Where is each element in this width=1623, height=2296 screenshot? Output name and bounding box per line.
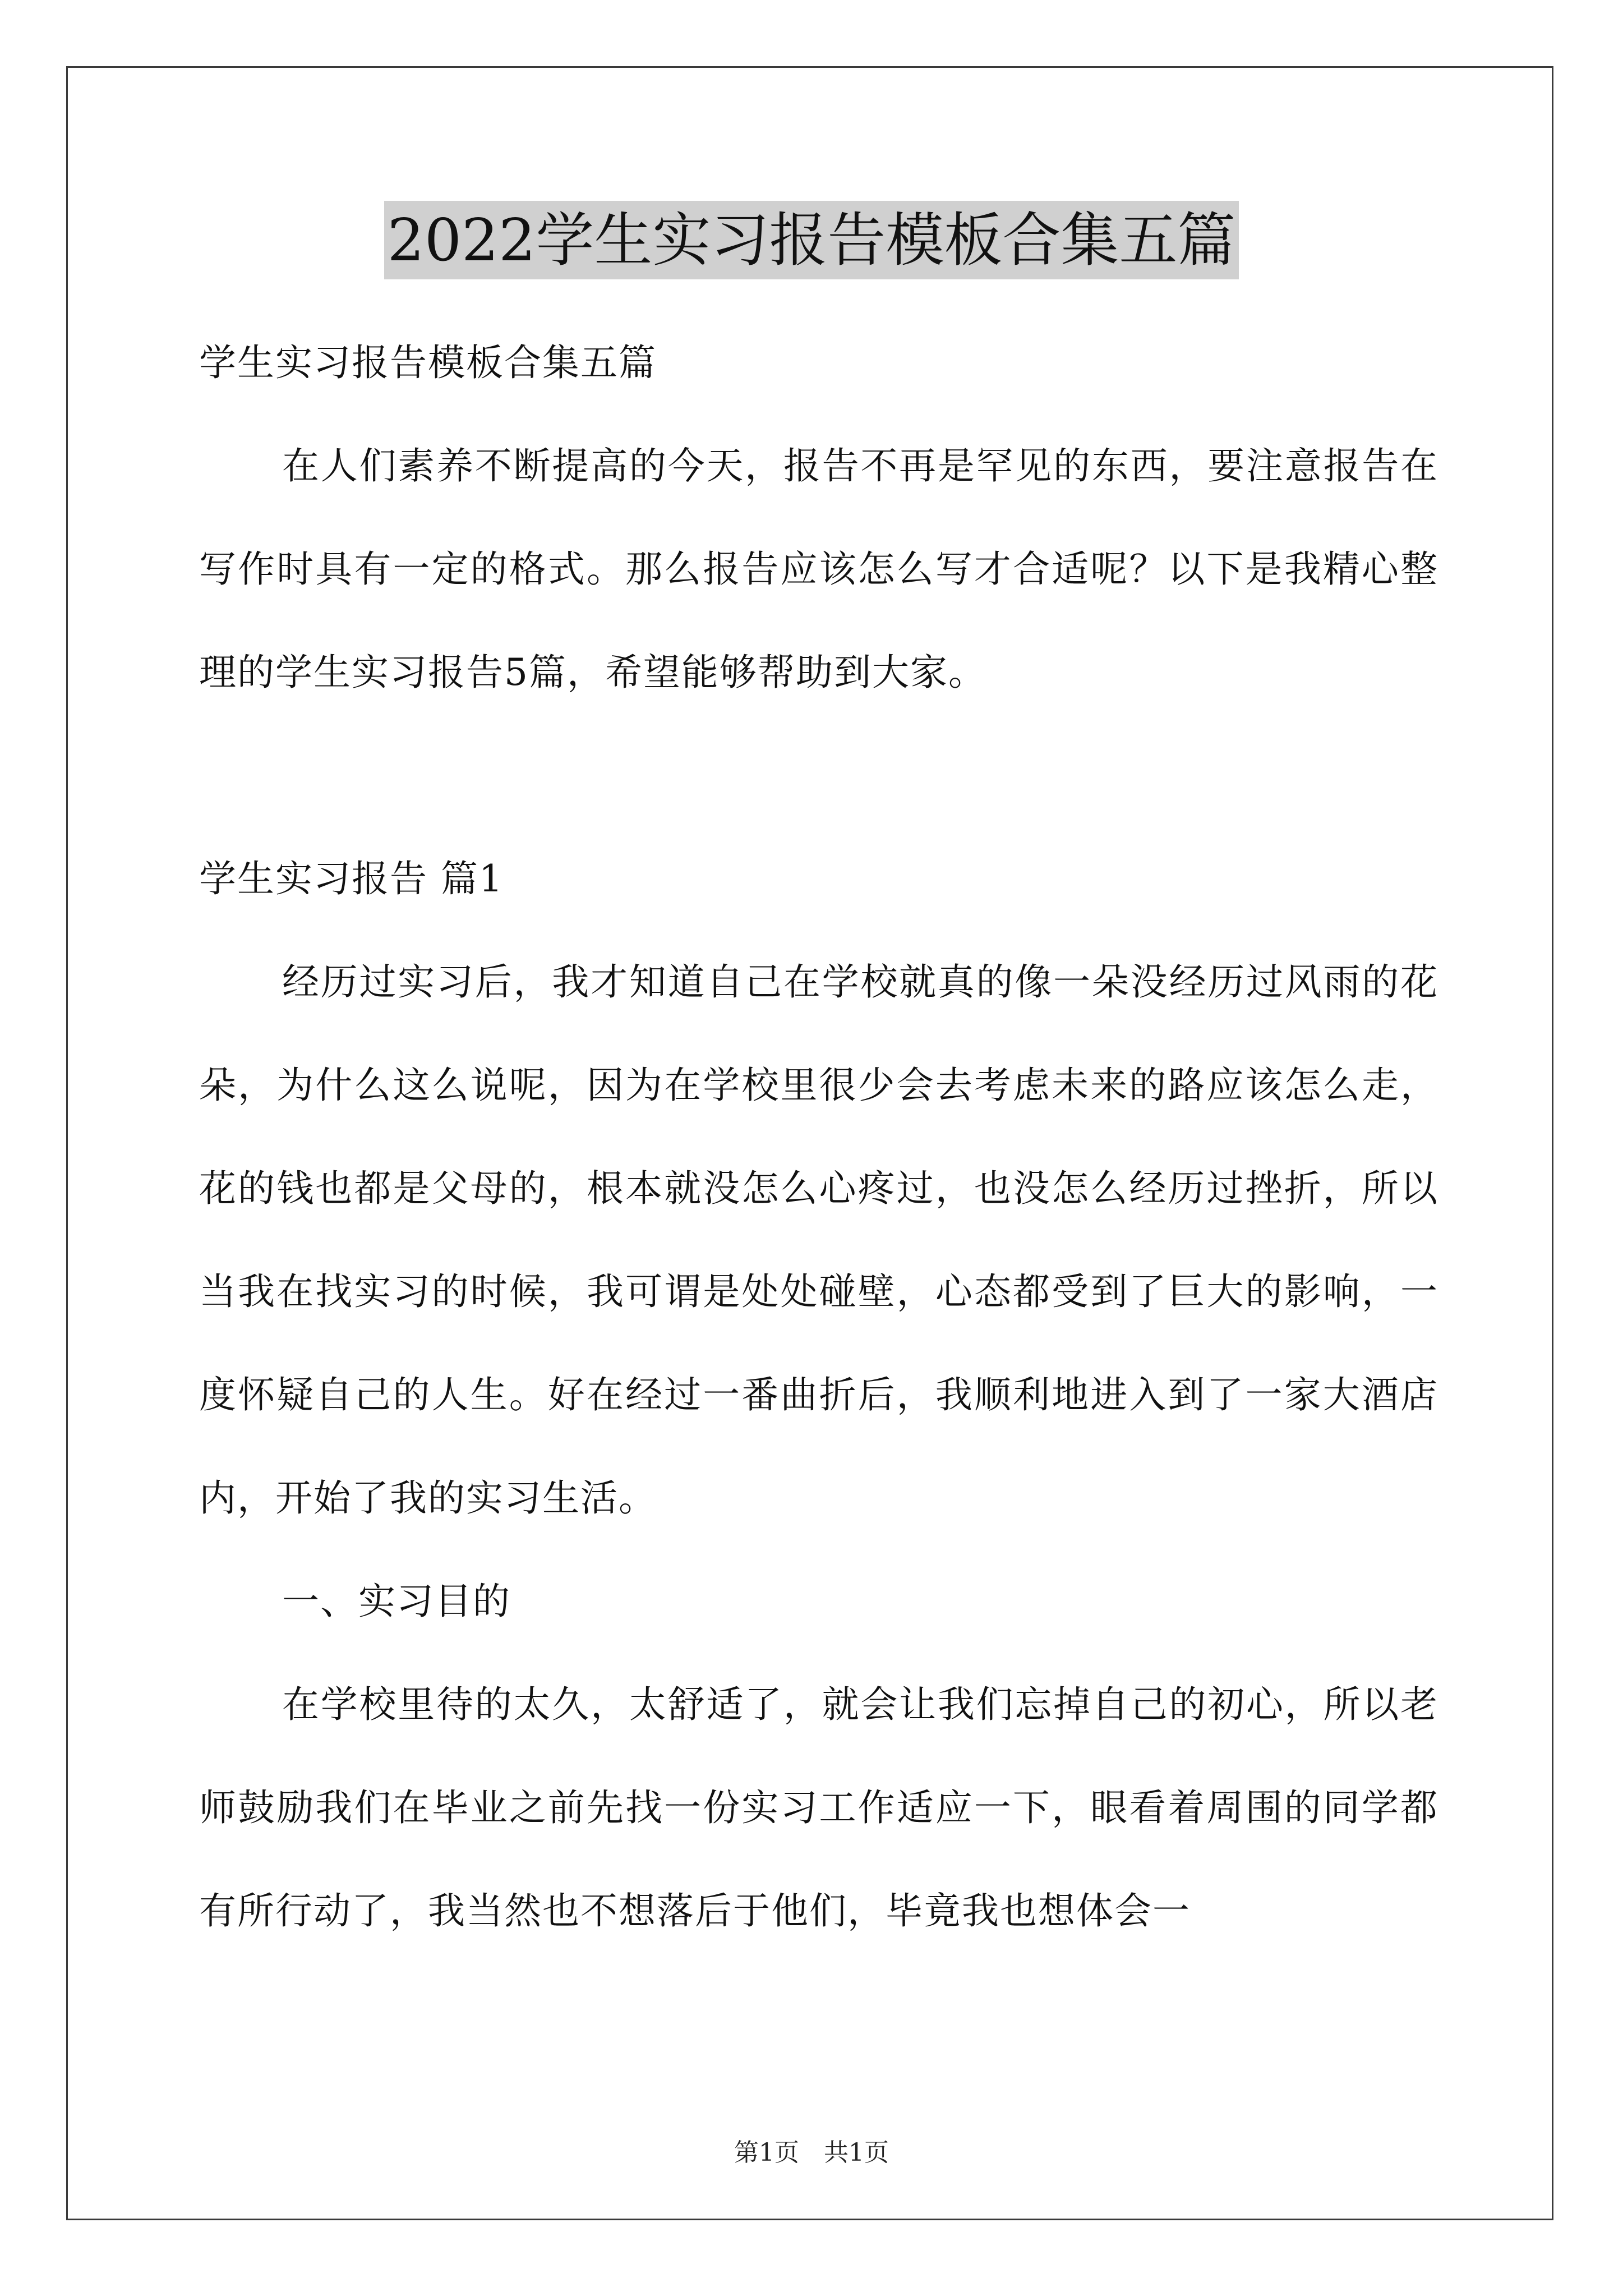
document-title: 2022学生实习报告模板合集五篇 (384, 201, 1239, 279)
document-body (199, 311, 1438, 1963)
section-paragraph-2: 在学校里待的太久，太舒适了，就会让我们忘掉自己的初心，所以老师鼓励我们在毕业之前先找一份实习工作适应一下，眼看着周围的同学都有所行动了，我当然也不想落后于他们，毕竟我也想体会一 (199, 1683, 1438, 1932)
section-paragraph: 经历过实习后，我才知道自己在学校就真的像一朵没经历过风雨的花朵，为什么这么说呢，因为在学校里很少会去考虑未来的路应该怎么走，花的钱也都是父母的，根本就没怎么心疼过，也没怎么经历过挫折，所以当我在找实习的时候，我可谓是处处碰壁，心态都受到了巨大的影响，一度怀疑自己的人生。好在经过一番曲折后，我顺利地进入到了一家大酒店内，开始了我的实习生活。 (199, 960, 1438, 1520)
spacer (199, 724, 1438, 827)
intro-paragraph: 在人们素养不断提高的今天，报告不再是罕见的东西，要注意报告在写作时具有一定的格式。那么报告应该怎么写才合适呢？以下是我精心整理的学生实习报告5篇，希望能够帮助到大家。 (199, 444, 1438, 694)
page-footer: 第1页 共1页 (734, 2138, 889, 2167)
title-wrap (0, 201, 1623, 279)
section-subheading: 一、实习目的 (282, 1580, 511, 1623)
document-subtitle: 学生实习报告模板合集五篇 (199, 341, 657, 384)
section-heading: 学生实习报告 篇1 (199, 857, 504, 900)
